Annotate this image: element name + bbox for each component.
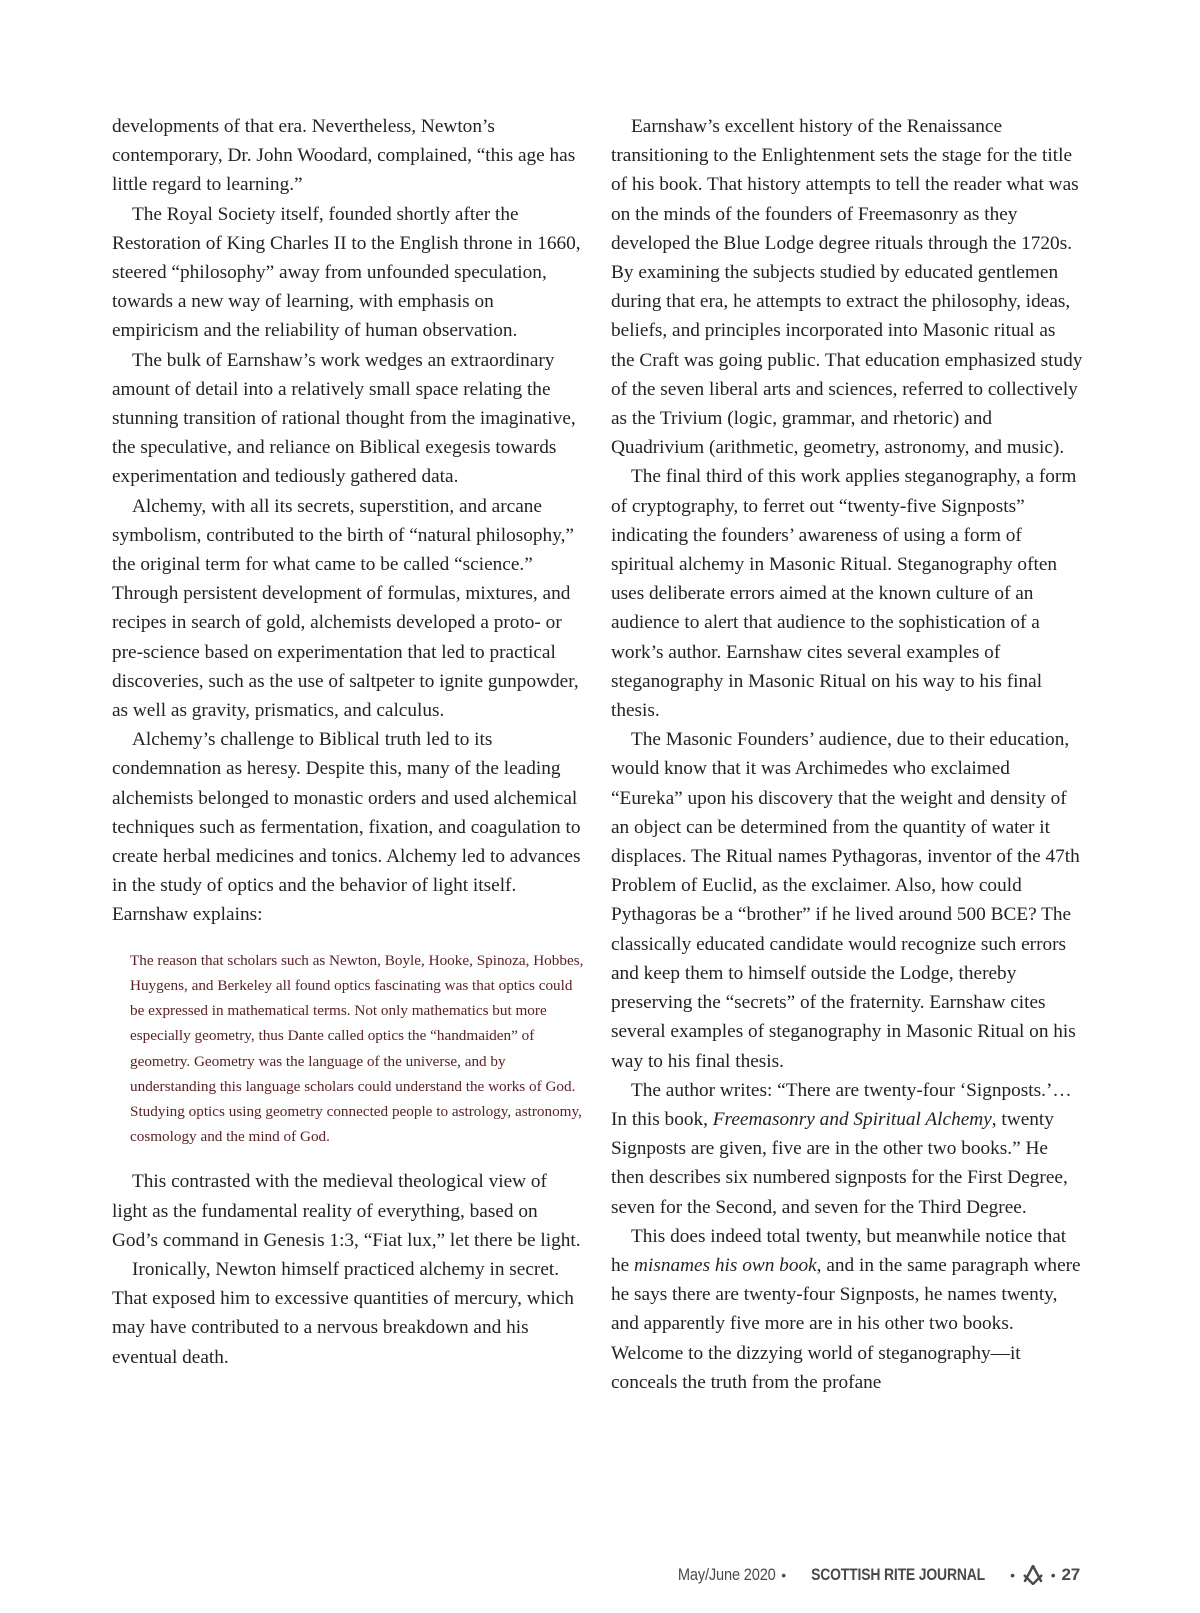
issue-date: May/June 2020	[677, 1565, 776, 1584]
paragraph: Earnshaw’s excellent history of the Renaissance transitioning to the Enlightenment sets the stage for the title of his book. That history attempts to tell the reader what was on the minds of the founders of Freemasonry as they developed the Blue Lodge degree rituals through the 1720s. By examining the subjects studied by educated gentlemen during that era, he attempts to extract the philosophy, ideas, beliefs, and principles incorporated into Masonic ritual as the Craft was going public. That education emphasized study of the seven liberal arts and sciences, referred to collectively as the Trivium (logic, grammar, and rhetoric) and Quadrivium (arithmetic, geometry, astronomy, and music).	[611, 116, 1083, 459]
block-quote	[130, 948, 584, 1150]
right-column	[611, 112, 1083, 1397]
text-run: This does indeed total twenty, but meanwhile notice that he	[611, 1225, 1067, 1276]
bullet-separator: •	[1050, 1567, 1056, 1583]
paragraph: Alchemy, with all its secrets, superstition, and arcane symbolism, contributed to the birth of “natural philosophy,” the original term for what came to be called “science.” Through persistent development of formulas, mixtures, and recipes in search of gold, alchemists developed a proto- or pre-science based on experimentation that led to practical discoveries, such as the use of saltpeter to ignite gunpowder, as well as gravity, prismatics, and calculus.	[112, 495, 579, 722]
text-run: , and in the same paragraph where he says there are twenty-four Signposts, he names twenty, and apparently five more are in his other two books. Welcome to the dizzying world of steganography—it conceals the truth from the profane	[611, 1254, 1081, 1393]
book-title: Freemasonry and Spiritual Alchemy	[712, 1108, 992, 1130]
paragraph: This contrasted with the medieval theological view of light as the fundamental reality of everything, based on God’s command in Genesis 1:3, “Fiat lux,” let there be light.	[112, 1171, 581, 1251]
paragraph-with-emphasis	[611, 1222, 1083, 1397]
paragraph: Ironically, Newton himself practiced alchemy in secret. That exposed him to excessive quantities of mercury, which may have contributed to a nervous breakdown and his eventual death.	[112, 1258, 574, 1368]
journal-name: SCOTTISH RITE JOURNAL	[811, 1565, 985, 1584]
square-and-compass-icon	[1021, 1565, 1045, 1585]
paragraph: The bulk of Earnshaw’s work wedges an extraordinary amount of detail into a relatively small space relating the stunning transition of rational thought from the imaginative, the speculative, and reliance on Biblical exegesis towards experimentation and tediously gathered data.	[112, 349, 576, 488]
paragraph: The final third of this work applies steganography, a form of cryptography, to ferret out “twenty-five Signposts” indicating the founders’ awareness of using a form of spiritual alchemy in Masonic Ritual. Steganography often uses deliberate errors aimed at the known culture of an audience to alert that audience to the sophistication of a work’s author. Earnshaw cites several examples of steganography in Masonic Ritual on his way to his final thesis.	[611, 466, 1077, 722]
paragraph: The Masonic Founders’ audience, due to their education, would know that it was Archimedes who exclaimed “Eureka” upon his discovery that the weight and density of an object can be determined from the quantity of water it displaces. The Ritual names Pythagoras, inventor of the 47th Problem of Euclid, as the exclaimer. Also, how could Pythagoras be a “brother” if he lived around 500 BCE? The classically educated candidate would recognize such errors and keep them to himself outside the Lodge, thereby preserving the “secrets” of the fraternity. Earnshaw cites several examples of steganography in Masonic Ritual on his way to his final thesis.	[611, 729, 1080, 1072]
left-column	[112, 112, 584, 1372]
paragraph: The Royal Society itself, founded shortly after the Restoration of King Charles II to the English throne in 1660, steered “philosophy” away from unfounded speculation, towards a new way of learning, with emphasis on empiricism and the reliability of human observation.	[112, 203, 581, 342]
paragraph-with-book-title	[611, 1076, 1083, 1222]
bullet-separator: •	[781, 1567, 786, 1583]
page-footer	[662, 1565, 1080, 1585]
text-run: , twenty Signposts are given, five are in the other two books.” He then describes six numbered signposts for the First Degree, seven for the Second, and seven for the Third Degree.	[611, 1108, 1068, 1218]
text-run: The author writes: “There are twenty-four ‘Signposts.’… In this book,	[611, 1079, 1072, 1130]
paragraph: Alchemy’s challenge to Biblical truth led to its condemnation as heresy. Despite this, many of the leading alchemists belonged to monastic orders and used alchemical techniques such as fermentation, fixation, and coagulation to create herbal medicines and tonics. Alchemy led to advances in the study of optics and the behavior of light itself. Earnshaw explains:	[112, 729, 581, 926]
bullet-separator: •	[1010, 1567, 1015, 1583]
paragraph: developments of that era. Nevertheless, Newton’s contemporary, Dr. John Woodard, complained, “this age has little regard to learning.”	[112, 116, 576, 196]
emphasis: misnames his own book	[634, 1254, 817, 1276]
page-number: 27	[1061, 1565, 1080, 1584]
quote-text: The reason that scholars such as Newton, Boyle, Hooke, Spinoza, Hobbes, Huygens, and Berkeley all found optics fascinating was that optics could be expressed in mathematical terms. Not only mathematics but more especially geometry, thus Dante called optics the “handmaiden” of geometry. Geometry was the language of the universe, and by understanding this language scholars could understand the works of God. Studying optics using geometry connected people to astrology, astronomy, cosmology and the mind of God.	[130, 951, 584, 1146]
